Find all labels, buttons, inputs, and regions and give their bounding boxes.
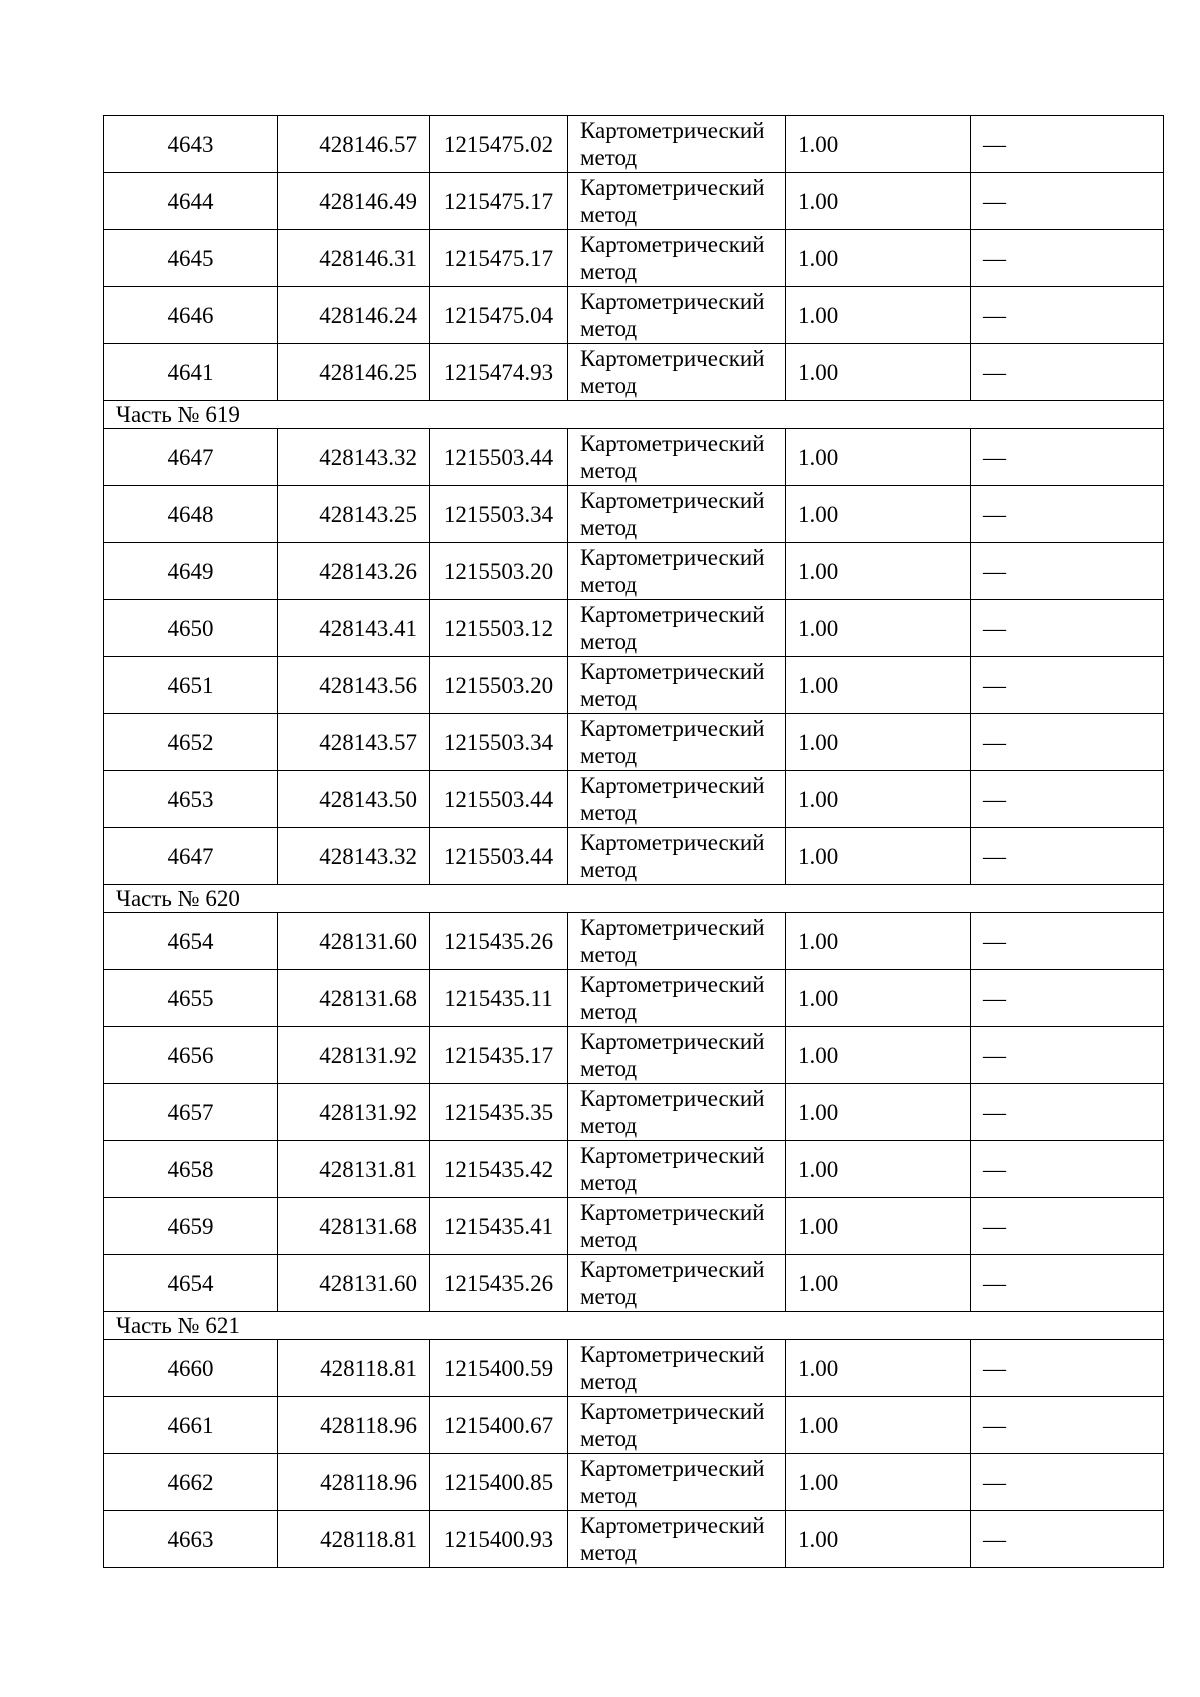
method-line2: метод xyxy=(580,1540,638,1565)
description-cell: — xyxy=(971,287,1164,344)
table-row xyxy=(104,913,1164,970)
point-number-cell: 4650 xyxy=(104,600,278,657)
accuracy-cell: 1.00 xyxy=(786,1340,971,1397)
method-line2: метод xyxy=(580,1170,638,1195)
x-coordinate-cell: 428143.26 xyxy=(278,543,430,600)
method-line2: метод xyxy=(580,572,638,597)
method-cell xyxy=(568,1255,786,1312)
method-cell xyxy=(568,1454,786,1511)
method-cell xyxy=(568,1027,786,1084)
method-cell xyxy=(568,230,786,287)
point-number-cell: 4659 xyxy=(104,1198,278,1255)
description-cell: — xyxy=(971,657,1164,714)
x-coordinate-cell: 428146.49 xyxy=(278,173,430,230)
point-number-cell: 4641 xyxy=(104,344,278,401)
y-coordinate-cell: 1215475.02 xyxy=(430,116,568,173)
coordinates-table xyxy=(103,115,1164,1568)
y-coordinate-cell: 1215475.17 xyxy=(430,230,568,287)
method-line2: метод xyxy=(580,515,638,540)
table-row xyxy=(104,657,1164,714)
section-header-row xyxy=(104,1312,1164,1340)
table-row xyxy=(104,828,1164,885)
method-line1: Картометрический xyxy=(580,232,765,257)
method-cell xyxy=(568,429,786,486)
table-row xyxy=(104,1084,1164,1141)
x-coordinate-cell: 428131.60 xyxy=(278,913,430,970)
method-line2: метод xyxy=(580,629,638,654)
method-line2: метод xyxy=(580,999,638,1024)
point-number-cell: 4656 xyxy=(104,1027,278,1084)
table-row xyxy=(104,1511,1164,1568)
x-coordinate-cell: 428118.96 xyxy=(278,1454,430,1511)
accuracy-cell: 1.00 xyxy=(786,828,971,885)
accuracy-cell: 1.00 xyxy=(786,543,971,600)
y-coordinate-cell: 1215435.11 xyxy=(430,970,568,1027)
y-coordinate-cell: 1215503.12 xyxy=(430,600,568,657)
x-coordinate-cell: 428131.92 xyxy=(278,1084,430,1141)
method-line1: Картометрический xyxy=(580,118,765,143)
point-number-cell: 4657 xyxy=(104,1084,278,1141)
accuracy-cell: 1.00 xyxy=(786,1141,971,1198)
accuracy-cell: 1.00 xyxy=(786,1454,971,1511)
description-cell: — xyxy=(971,913,1164,970)
method-cell xyxy=(568,600,786,657)
accuracy-cell: 1.00 xyxy=(786,287,971,344)
x-coordinate-cell: 428146.31 xyxy=(278,230,430,287)
x-coordinate-cell: 428131.92 xyxy=(278,1027,430,1084)
accuracy-cell: 1.00 xyxy=(786,1084,971,1141)
method-line1: Картометрический xyxy=(580,830,765,855)
description-cell: — xyxy=(971,828,1164,885)
method-line1: Картометрический xyxy=(580,431,765,456)
method-line2: метод xyxy=(580,686,638,711)
method-cell xyxy=(568,970,786,1027)
x-coordinate-cell: 428131.68 xyxy=(278,970,430,1027)
point-number-cell: 4652 xyxy=(104,714,278,771)
y-coordinate-cell: 1215503.20 xyxy=(430,543,568,600)
table-row xyxy=(104,344,1164,401)
accuracy-cell: 1.00 xyxy=(786,429,971,486)
method-cell xyxy=(568,486,786,543)
accuracy-cell: 1.00 xyxy=(786,486,971,543)
method-line2: метод xyxy=(580,202,638,227)
table-row xyxy=(104,1198,1164,1255)
section-title: Часть № 621 xyxy=(104,1312,1164,1340)
method-line2: метод xyxy=(580,1227,638,1252)
method-cell xyxy=(568,913,786,970)
description-cell: — xyxy=(971,1340,1164,1397)
method-line1: Картометрический xyxy=(580,1200,765,1225)
y-coordinate-cell: 1215435.17 xyxy=(430,1027,568,1084)
x-coordinate-cell: 428118.81 xyxy=(278,1511,430,1568)
accuracy-cell: 1.00 xyxy=(786,1255,971,1312)
x-coordinate-cell: 428146.24 xyxy=(278,287,430,344)
description-cell: — xyxy=(971,1454,1164,1511)
point-number-cell: 4655 xyxy=(104,970,278,1027)
section-title: Часть № 620 xyxy=(104,885,1164,913)
table-row xyxy=(104,116,1164,173)
description-cell: — xyxy=(971,1255,1164,1312)
method-cell xyxy=(568,1397,786,1454)
point-number-cell: 4643 xyxy=(104,116,278,173)
y-coordinate-cell: 1215503.44 xyxy=(430,429,568,486)
description-cell: — xyxy=(971,173,1164,230)
method-cell xyxy=(568,1340,786,1397)
point-number-cell: 4647 xyxy=(104,429,278,486)
description-cell: — xyxy=(971,230,1164,287)
point-number-cell: 4662 xyxy=(104,1454,278,1511)
point-number-cell: 4658 xyxy=(104,1141,278,1198)
method-line2: метод xyxy=(580,743,638,768)
accuracy-cell: 1.00 xyxy=(786,344,971,401)
table-row xyxy=(104,1027,1164,1084)
table-row xyxy=(104,1454,1164,1511)
accuracy-cell: 1.00 xyxy=(786,771,971,828)
x-coordinate-cell: 428143.32 xyxy=(278,828,430,885)
description-cell: — xyxy=(971,1397,1164,1454)
y-coordinate-cell: 1215435.26 xyxy=(430,1255,568,1312)
method-line1: Картометрический xyxy=(580,488,765,513)
x-coordinate-cell: 428131.68 xyxy=(278,1198,430,1255)
table-row xyxy=(104,287,1164,344)
y-coordinate-cell: 1215475.04 xyxy=(430,287,568,344)
table-row xyxy=(104,543,1164,600)
point-number-cell: 4660 xyxy=(104,1340,278,1397)
method-line1: Картометрический xyxy=(580,1513,765,1538)
description-cell: — xyxy=(971,1141,1164,1198)
method-cell xyxy=(568,116,786,173)
method-cell xyxy=(568,173,786,230)
method-line2: метод xyxy=(580,458,638,483)
point-number-cell: 4644 xyxy=(104,173,278,230)
method-cell xyxy=(568,828,786,885)
x-coordinate-cell: 428146.57 xyxy=(278,116,430,173)
coordinates-table-body xyxy=(104,116,1164,1568)
x-coordinate-cell: 428143.50 xyxy=(278,771,430,828)
method-line1: Картометрический xyxy=(580,175,765,200)
y-coordinate-cell: 1215400.85 xyxy=(430,1454,568,1511)
method-line1: Картометрический xyxy=(580,1399,765,1424)
x-coordinate-cell: 428131.81 xyxy=(278,1141,430,1198)
method-line2: метод xyxy=(580,1426,638,1451)
y-coordinate-cell: 1215435.35 xyxy=(430,1084,568,1141)
accuracy-cell: 1.00 xyxy=(786,970,971,1027)
description-cell: — xyxy=(971,1084,1164,1141)
method-cell xyxy=(568,657,786,714)
description-cell: — xyxy=(971,600,1164,657)
description-cell: — xyxy=(971,116,1164,173)
point-number-cell: 4663 xyxy=(104,1511,278,1568)
accuracy-cell: 1.00 xyxy=(786,116,971,173)
description-cell: — xyxy=(971,1027,1164,1084)
table-row xyxy=(104,1340,1164,1397)
y-coordinate-cell: 1215435.41 xyxy=(430,1198,568,1255)
method-line1: Картометрический xyxy=(580,545,765,570)
section-header-row xyxy=(104,401,1164,429)
accuracy-cell: 1.00 xyxy=(786,230,971,287)
method-line2: метод xyxy=(580,373,638,398)
table-row xyxy=(104,1255,1164,1312)
method-cell xyxy=(568,287,786,344)
point-number-cell: 4647 xyxy=(104,828,278,885)
description-cell: — xyxy=(971,771,1164,828)
accuracy-cell: 1.00 xyxy=(786,1511,971,1568)
y-coordinate-cell: 1215435.42 xyxy=(430,1141,568,1198)
point-number-cell: 4649 xyxy=(104,543,278,600)
method-line1: Картометрический xyxy=(580,1257,765,1282)
x-coordinate-cell: 428143.41 xyxy=(278,600,430,657)
method-line2: метод xyxy=(580,1369,638,1394)
method-line2: метод xyxy=(580,316,638,341)
table-row xyxy=(104,429,1164,486)
y-coordinate-cell: 1215474.93 xyxy=(430,344,568,401)
description-cell: — xyxy=(971,970,1164,1027)
x-coordinate-cell: 428143.25 xyxy=(278,486,430,543)
method-cell xyxy=(568,543,786,600)
method-line1: Картометрический xyxy=(580,716,765,741)
y-coordinate-cell: 1215503.44 xyxy=(430,828,568,885)
table-row xyxy=(104,1397,1164,1454)
method-line2: метод xyxy=(580,1483,638,1508)
description-cell: — xyxy=(971,344,1164,401)
accuracy-cell: 1.00 xyxy=(786,600,971,657)
y-coordinate-cell: 1215400.67 xyxy=(430,1397,568,1454)
accuracy-cell: 1.00 xyxy=(786,173,971,230)
table-row xyxy=(104,970,1164,1027)
method-line2: метод xyxy=(580,1056,638,1081)
x-coordinate-cell: 428143.57 xyxy=(278,714,430,771)
method-line2: метод xyxy=(580,857,638,882)
accuracy-cell: 1.00 xyxy=(786,657,971,714)
y-coordinate-cell: 1215503.34 xyxy=(430,486,568,543)
table-row xyxy=(104,771,1164,828)
method-line1: Картометрический xyxy=(580,773,765,798)
point-number-cell: 4654 xyxy=(104,1255,278,1312)
description-cell: — xyxy=(971,429,1164,486)
method-line1: Картометрический xyxy=(580,1086,765,1111)
method-line1: Картометрический xyxy=(580,659,765,684)
y-coordinate-cell: 1215475.17 xyxy=(430,173,568,230)
point-number-cell: 4646 xyxy=(104,287,278,344)
method-line2: метод xyxy=(580,1113,638,1138)
accuracy-cell: 1.00 xyxy=(786,913,971,970)
y-coordinate-cell: 1215435.26 xyxy=(430,913,568,970)
section-title: Часть № 619 xyxy=(104,401,1164,429)
point-number-cell: 4651 xyxy=(104,657,278,714)
description-cell: — xyxy=(971,486,1164,543)
method-cell xyxy=(568,714,786,771)
method-cell xyxy=(568,1198,786,1255)
method-line1: Картометрический xyxy=(580,1143,765,1168)
method-cell xyxy=(568,1511,786,1568)
point-number-cell: 4645 xyxy=(104,230,278,287)
y-coordinate-cell: 1215503.20 xyxy=(430,657,568,714)
method-line2: метод xyxy=(580,259,638,284)
method-line1: Картометрический xyxy=(580,1029,765,1054)
method-line1: Картометрический xyxy=(580,602,765,627)
accuracy-cell: 1.00 xyxy=(786,1198,971,1255)
description-cell: — xyxy=(971,714,1164,771)
method-line2: метод xyxy=(580,145,638,170)
x-coordinate-cell: 428118.96 xyxy=(278,1397,430,1454)
x-coordinate-cell: 428143.32 xyxy=(278,429,430,486)
table-row xyxy=(104,173,1164,230)
table-row xyxy=(104,600,1164,657)
table-row xyxy=(104,486,1164,543)
table-row xyxy=(104,1141,1164,1198)
table-row xyxy=(104,230,1164,287)
method-cell xyxy=(568,344,786,401)
y-coordinate-cell: 1215503.34 xyxy=(430,714,568,771)
x-coordinate-cell: 428131.60 xyxy=(278,1255,430,1312)
y-coordinate-cell: 1215400.93 xyxy=(430,1511,568,1568)
method-line2: метод xyxy=(580,800,638,825)
method-cell xyxy=(568,1141,786,1198)
method-line1: Картометрический xyxy=(580,1342,765,1367)
accuracy-cell: 1.00 xyxy=(786,1027,971,1084)
y-coordinate-cell: 1215400.59 xyxy=(430,1340,568,1397)
y-coordinate-cell: 1215503.44 xyxy=(430,771,568,828)
point-number-cell: 4661 xyxy=(104,1397,278,1454)
method-line2: метод xyxy=(580,942,638,967)
x-coordinate-cell: 428146.25 xyxy=(278,344,430,401)
method-line1: Картометрический xyxy=(580,1456,765,1481)
accuracy-cell: 1.00 xyxy=(786,714,971,771)
section-header-row xyxy=(104,885,1164,913)
method-cell xyxy=(568,1084,786,1141)
method-line1: Картометрический xyxy=(580,972,765,997)
x-coordinate-cell: 428118.81 xyxy=(278,1340,430,1397)
point-number-cell: 4654 xyxy=(104,913,278,970)
point-number-cell: 4648 xyxy=(104,486,278,543)
description-cell: — xyxy=(971,1198,1164,1255)
method-cell xyxy=(568,771,786,828)
x-coordinate-cell: 428143.56 xyxy=(278,657,430,714)
accuracy-cell: 1.00 xyxy=(786,1397,971,1454)
method-line1: Картометрический xyxy=(580,915,765,940)
method-line2: метод xyxy=(580,1284,638,1309)
method-line1: Картометрический xyxy=(580,346,765,371)
table-row xyxy=(104,714,1164,771)
description-cell: — xyxy=(971,543,1164,600)
method-line1: Картометрический xyxy=(580,289,765,314)
description-cell: — xyxy=(971,1511,1164,1568)
point-number-cell: 4653 xyxy=(104,771,278,828)
